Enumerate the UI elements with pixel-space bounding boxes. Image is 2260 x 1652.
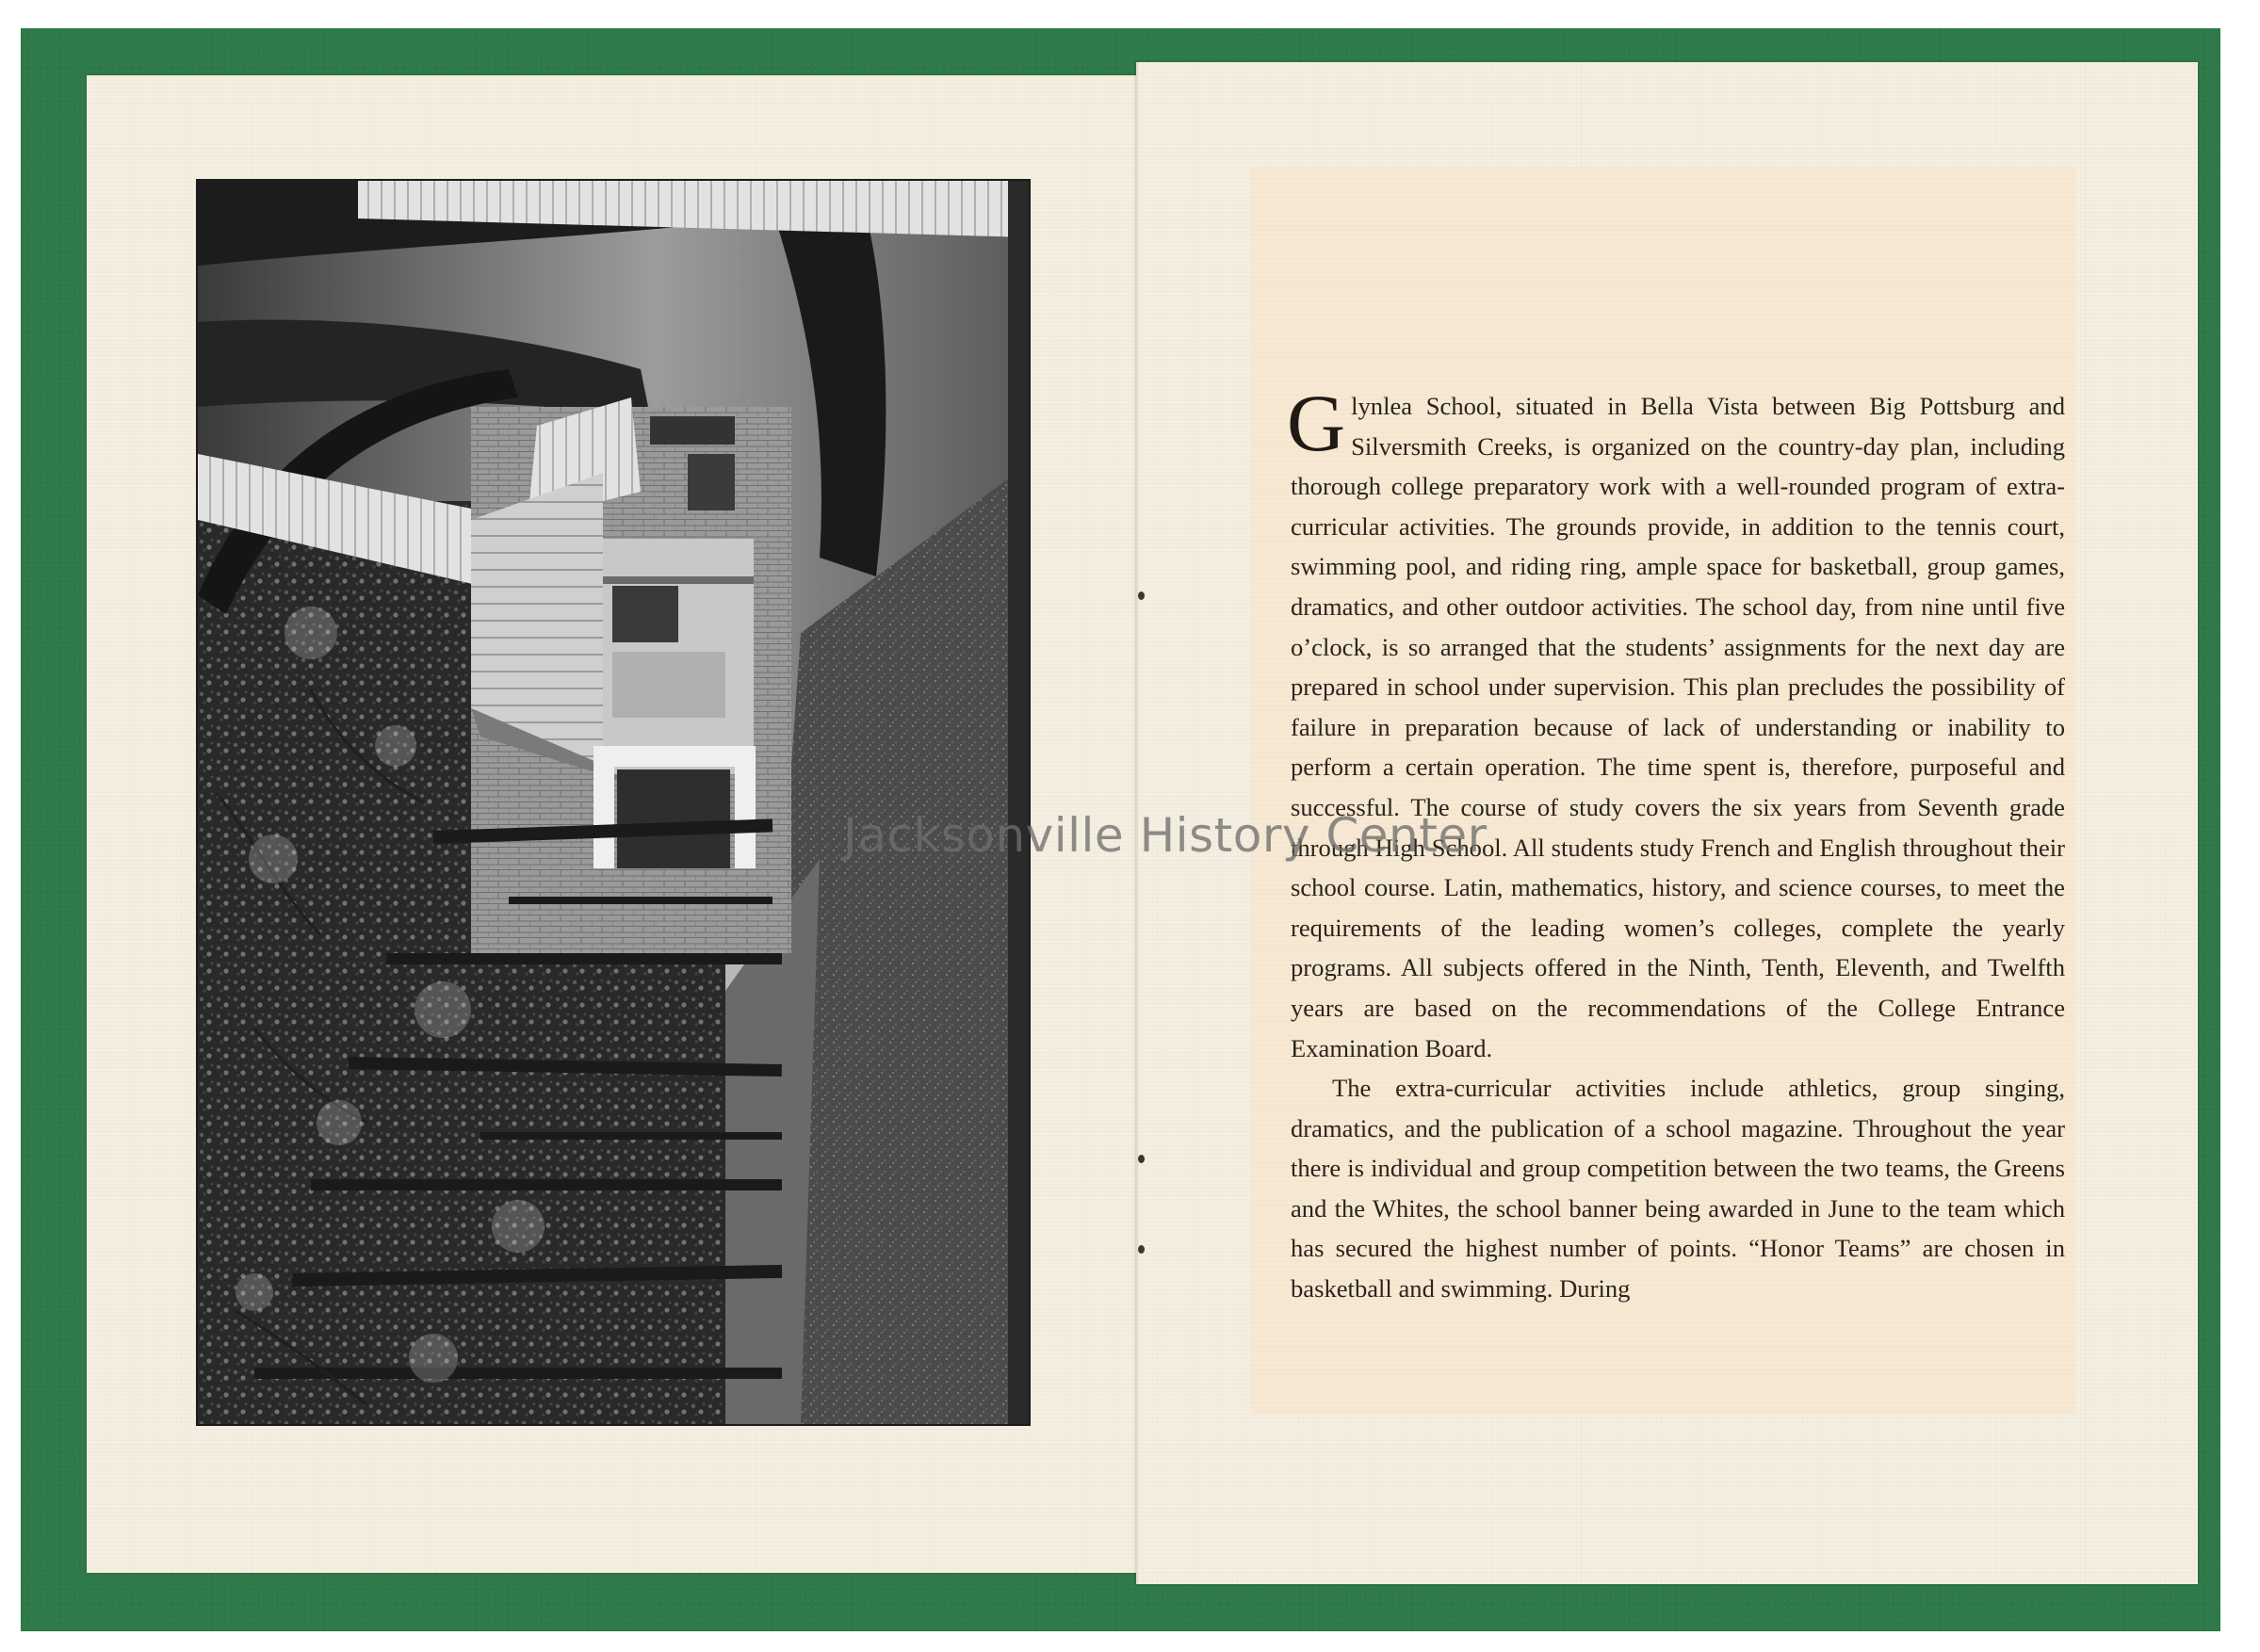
watermark: Jacksonville History Center bbox=[843, 808, 1488, 863]
school-building-photo bbox=[196, 179, 1031, 1426]
drop-cap: G bbox=[1287, 378, 1346, 468]
binding-hole bbox=[1138, 591, 1145, 600]
paragraph-2: The extra-curricular activities include athletics, group singing, dramatics, and the publication of a school magazine. Throughout the year there is individual and group competition between the two teams, the Greens and the Whites, the school banner being awarded in June to the team which has secured the highest number of points. “Honor Teams” are chosen in basketball and swimming. During bbox=[1291, 1074, 2065, 1304]
paragraph-1 bbox=[1287, 378, 2065, 1068]
binding-hole bbox=[1138, 1155, 1145, 1163]
binding-hole bbox=[1138, 1245, 1145, 1254]
paragraph-1-text: lynlea School, situated in Bella Vista between Big Pottsburg and Silversmith Creeks, is organized on the country-day plan, including thorough college preparatory work with a well-rounded program of extra-curricular activities. The grounds provide, in addition to the tennis court, swimming pool, and riding ring, ample space for basketball, group games, dramatics, and other outdoor activities. The school day, from nine until five o’clock, is so arranged that the students’ assignments for the next day are prepared in school under supervision. This plan precludes the possibility of failure in preparation because of lack of understanding or inability to perform a certain operation. The time spent is, therefore, purposeful and successful. The course of study covers the six years from Seventh grade through High School. All students study French and English throughout their school course. Latin, mathematics, history, and science courses, to meet the requirements of the leading women’s colleges, complete the yearly programs. All subjects offered in the Ninth, Tenth, Eleventh, and Twelfth years are based on the recommendations of the College Entrance Examination Board. bbox=[1291, 392, 2065, 1062]
